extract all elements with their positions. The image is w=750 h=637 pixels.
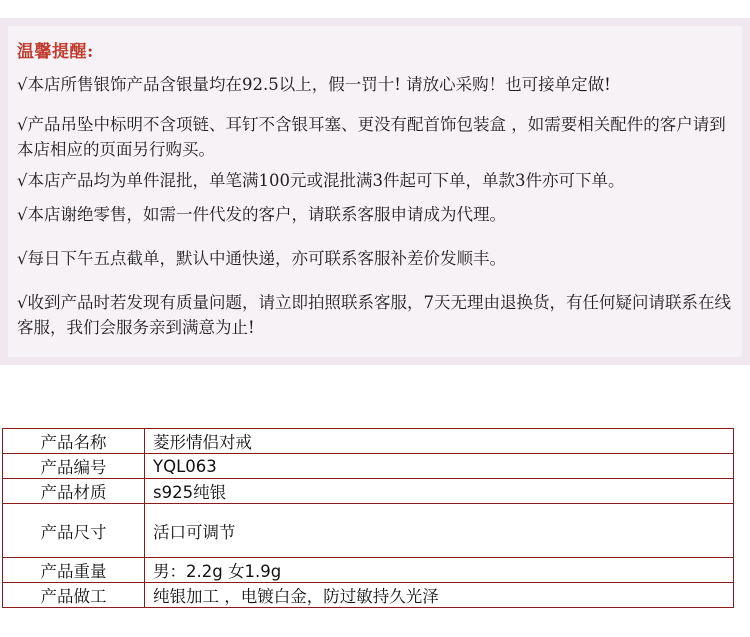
notice-item: √每日下午五点截单，默认中通快递，亦可联系客服补差价发顺丰。 [17, 249, 507, 268]
spec-key: 产品编号 [3, 454, 145, 479]
spec-key: 产品做工 [3, 583, 145, 608]
table-row [3, 583, 734, 608]
spec-value: s925纯银 [145, 479, 734, 504]
spec-key: 产品重量 [3, 558, 145, 583]
spec-key: 产品尺寸 [3, 504, 145, 558]
spec-key: 产品材质 [3, 479, 145, 504]
table-row [3, 429, 734, 454]
table-row [3, 454, 734, 479]
table-row [3, 558, 734, 583]
spec-value: 男：2.2g 女1.9g [145, 558, 734, 583]
table-row [3, 479, 734, 504]
product-spec-table [2, 428, 734, 608]
notice-item: √收到产品时若发现有质量问题，请立即拍照联系客服，7天无理由退换货，有任何疑问请联系在线客服，我们会服务亲到满意为止! [17, 293, 732, 337]
table-row [3, 504, 734, 558]
spec-value: 纯银加工 ，电镀白金，防过敏持久光泽 [145, 583, 734, 608]
spec-value: YQL063 [145, 454, 734, 479]
notice-title: 温馨提醒: [17, 42, 94, 62]
notice-item: √本店产品均为单件混批，单笔满100元或混批满3件起可下单，单款3件亦可下单。 [17, 171, 625, 190]
spec-value: 菱形情侣对戒 [145, 429, 734, 454]
notice-panel [0, 18, 750, 365]
notice-item: √产品吊坠中标明不含项链、耳钉不含银耳塞、更没有配首饰包装盒 ，如需要相关配件的客户请到本店相应的页面另行购买。 [17, 115, 726, 159]
spec-value: 活口可调节 [145, 504, 734, 558]
notice-item: √本店所售银饰产品含银量均在92.5以上，假一罚十! 请放心采购！也可接单定做! [17, 75, 611, 94]
spec-key: 产品名称 [3, 429, 145, 454]
notice-item: √本店谢绝零售，如需一件代发的客户，请联系客服申请成为代理。 [17, 205, 507, 224]
